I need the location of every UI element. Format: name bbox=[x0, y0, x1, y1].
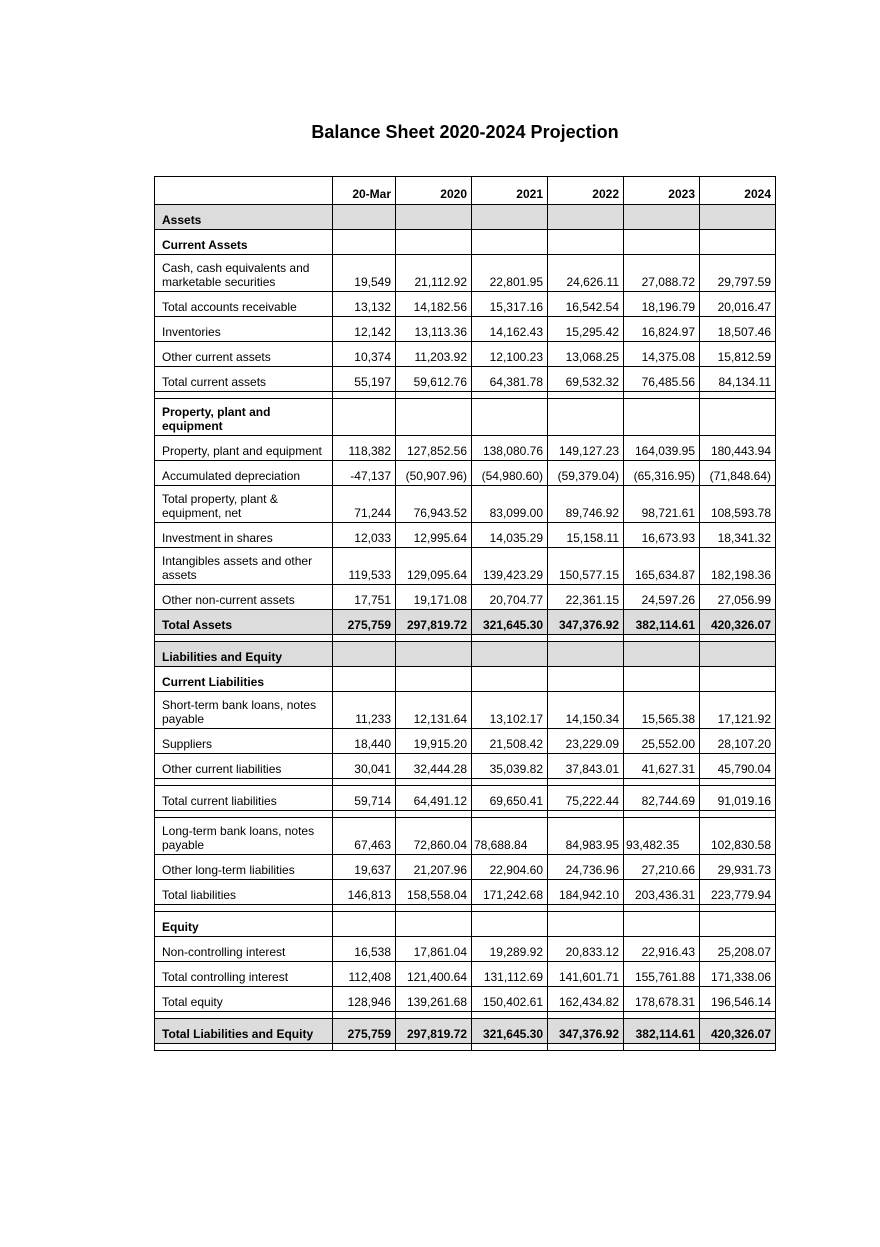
value-cell: 196,546.14 bbox=[700, 987, 776, 1012]
spacer-cell bbox=[548, 1044, 624, 1051]
section-header-row bbox=[155, 399, 776, 436]
value-cell: 45,790.04 bbox=[700, 754, 776, 779]
value-cell: 82,744.69 bbox=[624, 786, 700, 811]
value-cell: 59,714 bbox=[333, 786, 396, 811]
value-cell: 22,904.60 bbox=[472, 855, 548, 880]
spacer-cell bbox=[155, 392, 333, 399]
row-label: Total liabilities bbox=[155, 880, 333, 905]
spacer-row bbox=[155, 635, 776, 642]
value-cell: 22,916.43 bbox=[624, 937, 700, 962]
row-label: Property, plant and equipment bbox=[155, 436, 333, 461]
value-cell: 19,637 bbox=[333, 855, 396, 880]
spacer-cell bbox=[333, 635, 396, 642]
spacer-row bbox=[155, 905, 776, 912]
spacer-cell bbox=[548, 392, 624, 399]
value-cell: 382,114.61 bbox=[624, 610, 700, 635]
value-cell: 14,182.56 bbox=[396, 292, 472, 317]
value-cell: 108,593.78 bbox=[700, 486, 776, 523]
value-cell: 112,408 bbox=[333, 962, 396, 987]
empty-cell bbox=[472, 642, 548, 667]
value-cell: (71,848.64) bbox=[700, 461, 776, 486]
row-label: Long-term bank loans, notes payable bbox=[155, 818, 333, 855]
table-row bbox=[155, 692, 776, 729]
empty-cell bbox=[396, 912, 472, 937]
value-cell: 164,039.95 bbox=[624, 436, 700, 461]
table-row bbox=[155, 436, 776, 461]
empty-cell bbox=[700, 667, 776, 692]
row-label: Non-controlling interest bbox=[155, 937, 333, 962]
spacer-cell bbox=[333, 392, 396, 399]
value-cell: 15,812.59 bbox=[700, 342, 776, 367]
value-cell: 129,095.64 bbox=[396, 548, 472, 585]
table-row bbox=[155, 523, 776, 548]
value-cell: 14,150.34 bbox=[548, 692, 624, 729]
spacer-cell bbox=[548, 635, 624, 642]
table-row bbox=[155, 317, 776, 342]
value-cell: 84,134.11 bbox=[700, 367, 776, 392]
row-label: Short-term bank loans, notes payable bbox=[155, 692, 333, 729]
spacer-row bbox=[155, 1044, 776, 1051]
spacer-cell bbox=[472, 1044, 548, 1051]
empty-cell bbox=[472, 205, 548, 230]
spacer-cell bbox=[396, 779, 472, 786]
value-cell: 27,088.72 bbox=[624, 255, 700, 292]
spacer-cell bbox=[396, 1012, 472, 1019]
value-cell: 89,746.92 bbox=[548, 486, 624, 523]
empty-cell bbox=[548, 205, 624, 230]
value-cell: 14,035.29 bbox=[472, 523, 548, 548]
section-label: Property, plant and equipment bbox=[155, 399, 333, 436]
value-cell: 71,244 bbox=[333, 486, 396, 523]
section-header-row bbox=[155, 642, 776, 667]
total-row bbox=[155, 1019, 776, 1044]
value-cell: 30,041 bbox=[333, 754, 396, 779]
column-header: 2021 bbox=[472, 177, 548, 205]
empty-cell bbox=[700, 399, 776, 436]
spacer-cell bbox=[548, 811, 624, 818]
spacer-cell bbox=[396, 905, 472, 912]
value-cell: 14,375.08 bbox=[624, 342, 700, 367]
empty-cell bbox=[396, 205, 472, 230]
spacer-cell bbox=[155, 1044, 333, 1051]
value-cell: 76,943.52 bbox=[396, 486, 472, 523]
value-cell: 23,229.09 bbox=[548, 729, 624, 754]
spacer-cell bbox=[396, 811, 472, 818]
value-cell: 21,508.42 bbox=[472, 729, 548, 754]
value-cell: 321,645.30 bbox=[472, 1019, 548, 1044]
row-label: Intangibles assets and other assets bbox=[155, 548, 333, 585]
value-cell: 98,721.61 bbox=[624, 486, 700, 523]
empty-cell bbox=[548, 399, 624, 436]
value-cell: 12,033 bbox=[333, 523, 396, 548]
value-cell: 15,317.16 bbox=[472, 292, 548, 317]
value-cell: 72,860.04 bbox=[396, 818, 472, 855]
row-label: Total property, plant & equipment, net bbox=[155, 486, 333, 523]
value-cell: 12,142 bbox=[333, 317, 396, 342]
value-cell: 21,112.92 bbox=[396, 255, 472, 292]
column-header: 2023 bbox=[624, 177, 700, 205]
row-label: Other current liabilities bbox=[155, 754, 333, 779]
empty-cell bbox=[548, 667, 624, 692]
empty-cell bbox=[472, 912, 548, 937]
value-cell: 18,341.32 bbox=[700, 523, 776, 548]
value-cell: 128,946 bbox=[333, 987, 396, 1012]
value-cell: 149,127.23 bbox=[548, 436, 624, 461]
section-label: Equity bbox=[155, 912, 333, 937]
value-cell: 139,423.29 bbox=[472, 548, 548, 585]
value-cell: 12,995.64 bbox=[396, 523, 472, 548]
empty-cell bbox=[333, 912, 396, 937]
value-cell: 141,601.71 bbox=[548, 962, 624, 987]
spacer-cell bbox=[472, 392, 548, 399]
empty-cell bbox=[396, 399, 472, 436]
value-cell: 83,099.00 bbox=[472, 486, 548, 523]
empty-cell bbox=[700, 642, 776, 667]
table-row bbox=[155, 962, 776, 987]
value-cell: 55,197 bbox=[333, 367, 396, 392]
row-label: Total equity bbox=[155, 987, 333, 1012]
value-cell: 420,326.07 bbox=[700, 610, 776, 635]
spacer-cell bbox=[155, 905, 333, 912]
table-row bbox=[155, 937, 776, 962]
total-row bbox=[155, 610, 776, 635]
value-cell: 138,080.76 bbox=[472, 436, 548, 461]
empty-cell bbox=[333, 667, 396, 692]
value-cell: 118,382 bbox=[333, 436, 396, 461]
value-cell: 12,100.23 bbox=[472, 342, 548, 367]
spacer-row bbox=[155, 1012, 776, 1019]
section-label: Assets bbox=[155, 205, 333, 230]
value-cell: 15,565.38 bbox=[624, 692, 700, 729]
value-cell: 297,819.72 bbox=[396, 610, 472, 635]
value-cell: 13,068.25 bbox=[548, 342, 624, 367]
row-label: Suppliers bbox=[155, 729, 333, 754]
row-label: Total Liabilities and Equity bbox=[155, 1019, 333, 1044]
table-row bbox=[155, 548, 776, 585]
empty-cell bbox=[333, 642, 396, 667]
value-cell: 22,801.95 bbox=[472, 255, 548, 292]
empty-cell bbox=[333, 205, 396, 230]
row-label: Inventories bbox=[155, 317, 333, 342]
spacer-cell bbox=[333, 779, 396, 786]
value-cell: 24,626.11 bbox=[548, 255, 624, 292]
table-row bbox=[155, 461, 776, 486]
value-cell: 59,612.76 bbox=[396, 367, 472, 392]
section-header-row bbox=[155, 230, 776, 255]
value-cell: 17,751 bbox=[333, 585, 396, 610]
value-cell: 19,171.08 bbox=[396, 585, 472, 610]
value-cell: 19,289.92 bbox=[472, 937, 548, 962]
table-row bbox=[155, 585, 776, 610]
value-cell: 20,704.77 bbox=[472, 585, 548, 610]
empty-cell bbox=[548, 642, 624, 667]
spacer-cell bbox=[472, 1012, 548, 1019]
spacer-cell bbox=[333, 811, 396, 818]
spacer-cell bbox=[700, 1044, 776, 1051]
spacer-cell bbox=[333, 905, 396, 912]
value-cell: 20,833.12 bbox=[548, 937, 624, 962]
value-cell: 16,673.93 bbox=[624, 523, 700, 548]
value-cell: 11,203.92 bbox=[396, 342, 472, 367]
value-cell: 139,261.68 bbox=[396, 987, 472, 1012]
value-cell: 162,434.82 bbox=[548, 987, 624, 1012]
section-header-row bbox=[155, 205, 776, 230]
spacer-cell bbox=[700, 1012, 776, 1019]
value-cell: 29,931.73 bbox=[700, 855, 776, 880]
empty-cell bbox=[624, 205, 700, 230]
spacer-cell bbox=[472, 635, 548, 642]
spacer-cell bbox=[333, 1044, 396, 1051]
row-label: Other long-term liabilities bbox=[155, 855, 333, 880]
value-cell: 16,824.97 bbox=[624, 317, 700, 342]
spacer-cell bbox=[700, 392, 776, 399]
balance-sheet-table bbox=[154, 176, 776, 1051]
value-cell: 150,577.15 bbox=[548, 548, 624, 585]
value-cell: 155,761.88 bbox=[624, 962, 700, 987]
value-cell: 121,400.64 bbox=[396, 962, 472, 987]
value-cell: 27,210.66 bbox=[624, 855, 700, 880]
spacer-row bbox=[155, 779, 776, 786]
spacer-row bbox=[155, 811, 776, 818]
value-cell: 14,162.43 bbox=[472, 317, 548, 342]
value-cell: 24,597.26 bbox=[624, 585, 700, 610]
empty-cell bbox=[472, 399, 548, 436]
value-cell: 20,016.47 bbox=[700, 292, 776, 317]
value-cell: 28,107.20 bbox=[700, 729, 776, 754]
empty-cell bbox=[396, 230, 472, 255]
value-cell: 10,374 bbox=[333, 342, 396, 367]
value-cell: 67,463 bbox=[333, 818, 396, 855]
value-cell: 64,381.78 bbox=[472, 367, 548, 392]
row-label: Total controlling interest bbox=[155, 962, 333, 987]
column-header: 2024 bbox=[700, 177, 776, 205]
empty-cell bbox=[700, 205, 776, 230]
value-cell: 27,056.99 bbox=[700, 585, 776, 610]
spacer-cell bbox=[624, 779, 700, 786]
value-cell: 93,482.35 bbox=[624, 818, 700, 855]
spacer-cell bbox=[155, 779, 333, 786]
table-row bbox=[155, 855, 776, 880]
value-cell: 19,915.20 bbox=[396, 729, 472, 754]
value-cell: 420,326.07 bbox=[700, 1019, 776, 1044]
spacer-cell bbox=[624, 635, 700, 642]
value-cell: 146,813 bbox=[333, 880, 396, 905]
spacer-cell bbox=[624, 905, 700, 912]
value-cell: 25,208.07 bbox=[700, 937, 776, 962]
value-cell: 25,552.00 bbox=[624, 729, 700, 754]
spacer-cell bbox=[472, 779, 548, 786]
table-body bbox=[155, 177, 776, 1051]
table-row bbox=[155, 367, 776, 392]
empty-cell bbox=[624, 667, 700, 692]
value-cell: 11,233 bbox=[333, 692, 396, 729]
value-cell: 180,443.94 bbox=[700, 436, 776, 461]
row-label: Cash, cash equivalents and marketable securities bbox=[155, 255, 333, 292]
spacer-cell bbox=[624, 392, 700, 399]
empty-cell bbox=[700, 912, 776, 937]
value-cell: 223,779.94 bbox=[700, 880, 776, 905]
row-label: Other current assets bbox=[155, 342, 333, 367]
spacer-cell bbox=[700, 811, 776, 818]
value-cell: 24,736.96 bbox=[548, 855, 624, 880]
table-row bbox=[155, 818, 776, 855]
value-cell: 203,436.31 bbox=[624, 880, 700, 905]
row-label: Total Assets bbox=[155, 610, 333, 635]
value-cell: 16,538 bbox=[333, 937, 396, 962]
spacer-cell bbox=[333, 1012, 396, 1019]
empty-cell bbox=[548, 230, 624, 255]
value-cell: 178,678.31 bbox=[624, 987, 700, 1012]
spacer-cell bbox=[155, 635, 333, 642]
value-cell: 75,222.44 bbox=[548, 786, 624, 811]
section-header-row bbox=[155, 667, 776, 692]
value-cell: 171,242.68 bbox=[472, 880, 548, 905]
page-title: Balance Sheet 2020-2024 Projection bbox=[311, 122, 619, 142]
value-cell: 15,295.42 bbox=[548, 317, 624, 342]
value-cell: 13,132 bbox=[333, 292, 396, 317]
value-cell: 102,830.58 bbox=[700, 818, 776, 855]
value-cell: 35,039.82 bbox=[472, 754, 548, 779]
value-cell: 184,942.10 bbox=[548, 880, 624, 905]
value-cell: 182,198.36 bbox=[700, 548, 776, 585]
empty-cell bbox=[396, 667, 472, 692]
value-cell: 76,485.56 bbox=[624, 367, 700, 392]
value-cell: 64,491.12 bbox=[396, 786, 472, 811]
spacer-cell bbox=[396, 635, 472, 642]
value-cell: 16,542.54 bbox=[548, 292, 624, 317]
value-cell: 321,645.30 bbox=[472, 610, 548, 635]
table-row bbox=[155, 292, 776, 317]
value-cell: 12,131.64 bbox=[396, 692, 472, 729]
value-cell: 22,361.15 bbox=[548, 585, 624, 610]
value-cell: 297,819.72 bbox=[396, 1019, 472, 1044]
table-row bbox=[155, 754, 776, 779]
value-cell: 171,338.06 bbox=[700, 962, 776, 987]
value-cell: 119,533 bbox=[333, 548, 396, 585]
header-row bbox=[155, 177, 776, 205]
spacer-cell bbox=[548, 905, 624, 912]
header-blank-cell bbox=[155, 177, 333, 205]
value-cell: (59,379.04) bbox=[548, 461, 624, 486]
value-cell: 347,376.92 bbox=[548, 1019, 624, 1044]
empty-cell bbox=[624, 230, 700, 255]
empty-cell bbox=[396, 642, 472, 667]
value-cell: 91,019.16 bbox=[700, 786, 776, 811]
table-row bbox=[155, 486, 776, 523]
table-row bbox=[155, 786, 776, 811]
row-label: Accumulated depreciation bbox=[155, 461, 333, 486]
value-cell: 37,843.01 bbox=[548, 754, 624, 779]
value-cell: 150,402.61 bbox=[472, 987, 548, 1012]
row-label: Total current assets bbox=[155, 367, 333, 392]
value-cell: 18,196.79 bbox=[624, 292, 700, 317]
column-header: 20-Mar bbox=[333, 177, 396, 205]
value-cell: (65,316.95) bbox=[624, 461, 700, 486]
value-cell: 275,759 bbox=[333, 1019, 396, 1044]
spacer-cell bbox=[548, 779, 624, 786]
table-row bbox=[155, 255, 776, 292]
section-label: Current Assets bbox=[155, 230, 333, 255]
spacer-cell bbox=[472, 905, 548, 912]
value-cell: 18,507.46 bbox=[700, 317, 776, 342]
value-cell: 13,102.17 bbox=[472, 692, 548, 729]
value-cell: (54,980.60) bbox=[472, 461, 548, 486]
value-cell: 275,759 bbox=[333, 610, 396, 635]
value-cell: 41,627.31 bbox=[624, 754, 700, 779]
row-label: Total current liabilities bbox=[155, 786, 333, 811]
value-cell: 17,121.92 bbox=[700, 692, 776, 729]
empty-cell bbox=[472, 667, 548, 692]
table-row bbox=[155, 342, 776, 367]
empty-cell bbox=[624, 912, 700, 937]
value-cell: 18,440 bbox=[333, 729, 396, 754]
value-cell: 347,376.92 bbox=[548, 610, 624, 635]
value-cell: 158,558.04 bbox=[396, 880, 472, 905]
spacer-cell bbox=[396, 392, 472, 399]
empty-cell bbox=[700, 230, 776, 255]
value-cell: 19,549 bbox=[333, 255, 396, 292]
value-cell: 127,852.56 bbox=[396, 436, 472, 461]
empty-cell bbox=[548, 912, 624, 937]
spacer-cell bbox=[548, 1012, 624, 1019]
spacer-cell bbox=[700, 635, 776, 642]
row-label: Investment in shares bbox=[155, 523, 333, 548]
value-cell: 29,797.59 bbox=[700, 255, 776, 292]
value-cell: 165,634.87 bbox=[624, 548, 700, 585]
value-cell: 382,114.61 bbox=[624, 1019, 700, 1044]
spacer-cell bbox=[396, 1044, 472, 1051]
spacer-cell bbox=[700, 905, 776, 912]
empty-cell bbox=[333, 399, 396, 436]
value-cell: 17,861.04 bbox=[396, 937, 472, 962]
empty-cell bbox=[624, 399, 700, 436]
column-header: 2022 bbox=[548, 177, 624, 205]
spacer-cell bbox=[472, 811, 548, 818]
empty-cell bbox=[333, 230, 396, 255]
value-cell: (50,907.96) bbox=[396, 461, 472, 486]
table-row bbox=[155, 729, 776, 754]
table-row bbox=[155, 987, 776, 1012]
table-row bbox=[155, 880, 776, 905]
spacer-cell bbox=[624, 1044, 700, 1051]
spacer-cell bbox=[155, 1012, 333, 1019]
value-cell: 84,983.95 bbox=[548, 818, 624, 855]
value-cell: 15,158.11 bbox=[548, 523, 624, 548]
spacer-cell bbox=[155, 811, 333, 818]
value-cell: 32,444.28 bbox=[396, 754, 472, 779]
row-label: Total accounts receivable bbox=[155, 292, 333, 317]
section-label: Liabilities and Equity bbox=[155, 642, 333, 667]
empty-cell bbox=[624, 642, 700, 667]
column-header: 2020 bbox=[396, 177, 472, 205]
value-cell: 78,688.84 bbox=[472, 818, 548, 855]
empty-cell bbox=[472, 230, 548, 255]
value-cell: 69,532.32 bbox=[548, 367, 624, 392]
value-cell: -47,137 bbox=[333, 461, 396, 486]
value-cell: 21,207.96 bbox=[396, 855, 472, 880]
spacer-cell bbox=[624, 811, 700, 818]
section-label: Current Liabilities bbox=[155, 667, 333, 692]
section-header-row bbox=[155, 912, 776, 937]
spacer-cell bbox=[700, 779, 776, 786]
spacer-row bbox=[155, 392, 776, 399]
spacer-cell bbox=[624, 1012, 700, 1019]
value-cell: 13,113.36 bbox=[396, 317, 472, 342]
value-cell: 69,650.41 bbox=[472, 786, 548, 811]
value-cell: 131,112.69 bbox=[472, 962, 548, 987]
row-label: Other non-current assets bbox=[155, 585, 333, 610]
